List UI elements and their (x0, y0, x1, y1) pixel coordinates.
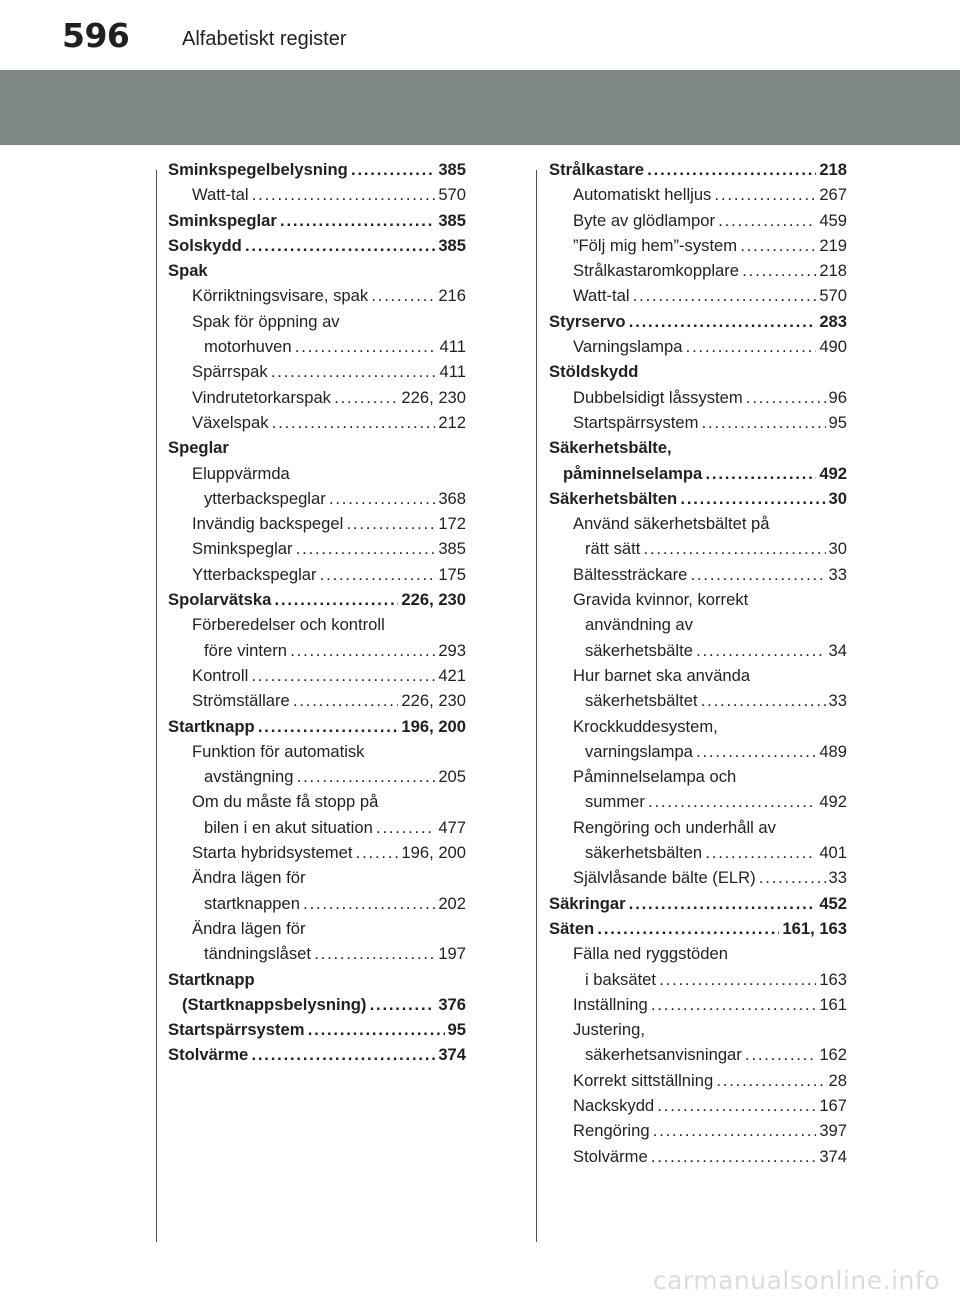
entry-text: Startspärrsystem (573, 412, 699, 432)
entry-text: Startspärrsystem (168, 1020, 305, 1040)
entry-text: Watt-tal (192, 185, 249, 205)
index-entry (168, 435, 466, 460)
entry-pages: 96 (826, 385, 847, 410)
column-divider-left (156, 170, 157, 1242)
index-entry (549, 359, 847, 384)
index-subentry (573, 1093, 847, 1118)
index-subentry (573, 714, 847, 739)
entry-pages: 28 (826, 1068, 847, 1093)
entry-text: Rengöring (573, 1121, 650, 1141)
header-band (0, 70, 960, 145)
index-subentry (573, 334, 847, 359)
entry-text: Sminkspeglar (192, 539, 293, 559)
index-subentry (585, 612, 847, 637)
entry-text: rätt sätt (585, 539, 641, 559)
index-subentry (192, 562, 466, 587)
entry-text: Vindrutetorkarspak (192, 387, 331, 407)
entry-text: Sminkspeglar (168, 210, 277, 230)
index-subentry (192, 865, 466, 890)
entry-text: Varningslampa (573, 337, 683, 357)
entry-pages: 490 (816, 334, 847, 359)
entry-pages: 30 (826, 536, 847, 561)
index-subentry (585, 638, 847, 663)
entry-pages: 226, 230 (398, 688, 466, 713)
entry-text: före vintern (204, 640, 288, 660)
entry-pages: 492 (816, 461, 847, 486)
index-subentry (585, 840, 847, 865)
entry-pages: 401 (816, 840, 847, 865)
index-subentry (182, 992, 466, 1017)
entry-pages: 489 (816, 739, 847, 764)
entry-pages: 95 (826, 410, 847, 435)
entry-pages: 267 (816, 182, 847, 207)
index-entry (168, 967, 466, 992)
index-column-left (168, 157, 466, 1068)
entry-text: säkerhetsbälten (585, 843, 703, 863)
entry-pages: 421 (435, 663, 466, 688)
entry-pages: 219 (816, 233, 847, 258)
entry-text: Säkringar (549, 893, 626, 913)
entry-pages: 162 (816, 1042, 847, 1067)
entry-text: Körriktningsvisare, spak (192, 286, 369, 306)
index-subentry (204, 891, 466, 916)
entry-pages: 368 (435, 486, 466, 511)
entry-text: tändningslåset (204, 944, 312, 964)
entry-text: Spak (168, 261, 208, 281)
index-entry (168, 587, 466, 612)
entry-text: Eluppvärmda (192, 463, 290, 483)
entry-pages: 163 (816, 967, 847, 992)
entry-text: Säkerhetsbälte, (549, 438, 672, 458)
entry-text: motorhuven (204, 337, 292, 357)
entry-pages: 385 (435, 536, 466, 561)
entry-pages: 376 (435, 992, 466, 1017)
entry-text: Bältessträckare (573, 564, 688, 584)
entry-text: Säkerhetsbälten (549, 488, 678, 508)
index-subentry (192, 789, 466, 814)
entry-text: Inställning (573, 994, 648, 1014)
index-subentry (192, 182, 466, 207)
entry-text: startknappen (204, 893, 300, 913)
entry-text: Sminkspegelbelysning (168, 160, 348, 179)
entry-text: Justering, (573, 1020, 645, 1040)
entry-text: ytterbackspeglar (204, 488, 326, 508)
entry-text: Solskydd (168, 235, 242, 255)
entry-text: Styrservo (549, 311, 626, 331)
index-subentry (573, 258, 847, 283)
index-subentry (573, 208, 847, 233)
column-divider-right (536, 170, 537, 1242)
entry-pages: 218 (816, 157, 847, 182)
entry-pages: 226, 230 (398, 385, 466, 410)
entry-text: Ytterbackspeglar (192, 564, 317, 584)
entry-text: Ändra lägen för (192, 868, 306, 888)
entry-pages: 33 (826, 865, 847, 890)
entry-pages: 196, 200 (398, 714, 466, 739)
entry-text: Strålkastare (549, 160, 645, 179)
entry-text: Fälla ned ryggstöden (573, 944, 728, 964)
index-entry (168, 233, 466, 258)
entry-text: Stöldskydd (549, 362, 639, 382)
entry-text: Rengöring och underhåll av (573, 817, 776, 837)
entry-text: Hur barnet ska använda (573, 665, 751, 685)
index-subentry (573, 1017, 847, 1042)
index-subentry (573, 1068, 847, 1093)
index-subentry (192, 359, 466, 384)
entry-text: ”Följ mig hem”-system (573, 235, 738, 255)
entry-pages: 167 (816, 1093, 847, 1118)
entry-text: säkerhetsanvisningar (585, 1045, 742, 1065)
index-subentry (192, 283, 466, 308)
entry-text: (Startknappsbelysning) (182, 994, 367, 1014)
index-subentry (204, 486, 466, 511)
index-entry (168, 157, 466, 182)
entry-pages: 33 (826, 688, 847, 713)
entry-text: säkerhetsbältet (585, 691, 698, 711)
entry-text: bilen i en akut situation (204, 817, 373, 837)
index-entry (549, 486, 847, 511)
entry-text: Strömställare (192, 691, 290, 711)
entry-text: Strålkastaromkopplare (573, 261, 740, 281)
entry-pages: 385 (435, 157, 466, 182)
index-subentry (204, 764, 466, 789)
index-subentry (573, 663, 847, 688)
entry-pages: 411 (437, 359, 466, 384)
index-subentry (573, 385, 847, 410)
index-subentry (573, 815, 847, 840)
index-entry (168, 208, 466, 233)
index-subentry (192, 688, 466, 713)
index-subentry (573, 865, 847, 890)
entry-text: Spolarvätska (168, 590, 272, 610)
index-subentry (573, 233, 847, 258)
index-subentry (204, 638, 466, 663)
entry-text: Starta hybridsystemet (192, 843, 353, 863)
index-entry (549, 157, 847, 182)
entry-text: Säten (549, 918, 595, 938)
entry-text: Funktion för automatisk (192, 741, 365, 761)
index-subentry (192, 916, 466, 941)
entry-text: säkerhetsbälte (585, 640, 693, 660)
entry-pages: 218 (816, 258, 847, 283)
entry-pages: 172 (435, 511, 466, 536)
index-subentry (192, 461, 466, 486)
index-subentry (563, 461, 847, 486)
entry-text: påminnelselampa (563, 463, 703, 483)
entry-text: Nackskydd (573, 1095, 655, 1115)
index-subentry (585, 739, 847, 764)
entry-text: Dubbelsidigt låssystem (573, 387, 743, 407)
index-entry (168, 1017, 466, 1042)
index-subentry (204, 815, 466, 840)
entry-pages: 161 (816, 992, 847, 1017)
index-subentry (585, 789, 847, 814)
entry-pages: 385 (435, 208, 466, 233)
entry-text: Självlåsande bälte (ELR) (573, 868, 756, 888)
entry-text: Startknapp (168, 716, 255, 736)
page-header (0, 0, 960, 60)
index-entry (168, 258, 466, 283)
index-subentry (204, 334, 466, 359)
entry-text: Watt-tal (573, 286, 630, 306)
entry-pages: 197 (435, 941, 466, 966)
index-entry (549, 916, 847, 941)
entry-text: Speglar (168, 438, 229, 458)
entry-text: Spärrspak (192, 362, 268, 382)
index-subentry (192, 410, 466, 435)
index-subentry (192, 612, 466, 637)
index-subentry (192, 511, 466, 536)
entry-pages: 570 (816, 283, 847, 308)
index-column-right (549, 157, 847, 1169)
index-subentry (192, 309, 466, 334)
entry-pages: 293 (435, 638, 466, 663)
entry-text: Stolvärme (573, 1146, 648, 1166)
entry-text: Förberedelser och kontroll (192, 615, 385, 635)
entry-text: Gravida kvinnor, korrekt (573, 590, 749, 610)
index-subentry (192, 840, 466, 865)
index-subentry (573, 764, 847, 789)
entry-pages: 216 (435, 283, 466, 308)
index-subentry (573, 511, 847, 536)
index-subentry (192, 663, 466, 688)
entry-pages: 95 (445, 1017, 466, 1042)
index-subentry (573, 562, 847, 587)
entry-text: Invändig backspegel (192, 514, 344, 534)
entry-text: Ändra lägen för (192, 918, 306, 938)
index-subentry (573, 182, 847, 207)
entry-text: summer (585, 792, 645, 812)
entry-text: Stolvärme (168, 1045, 249, 1065)
index-subentry (573, 283, 847, 308)
entry-pages: 397 (816, 1118, 847, 1143)
entry-pages: 34 (826, 638, 847, 663)
entry-pages: 175 (435, 562, 466, 587)
entry-pages: 459 (816, 208, 847, 233)
entry-pages: 202 (435, 891, 466, 916)
entry-text: Byte av glödlampor (573, 210, 716, 230)
entry-pages: 226, 230 (398, 587, 466, 612)
entry-text: Om du måste få stopp på (192, 792, 379, 812)
entry-pages: 411 (437, 334, 466, 359)
entry-text: Kontroll (192, 665, 249, 685)
entry-text: avstängning (204, 767, 294, 787)
index-subentry (585, 536, 847, 561)
index-entry (549, 435, 847, 460)
watermark: carmanualsonline.info (652, 1266, 940, 1295)
index-subentry (573, 410, 847, 435)
entry-pages: 374 (435, 1042, 466, 1067)
entry-text: Växelspak (192, 412, 269, 432)
index-subentry (585, 967, 847, 992)
entry-pages: 452 (816, 891, 847, 916)
entry-text: användning av (585, 615, 693, 635)
entry-text: Startknapp (168, 969, 255, 989)
entry-text: Korrekt sittställning (573, 1070, 714, 1090)
entry-pages: 30 (826, 486, 847, 511)
entry-pages: 385 (435, 233, 466, 258)
index-entry (168, 714, 466, 739)
section-title: Alfabetiskt register (182, 28, 347, 50)
entry-pages: 570 (435, 182, 466, 207)
entry-pages: 196, 200 (398, 840, 466, 865)
index-subentry (585, 688, 847, 713)
entry-text: Spak för öppning av (192, 311, 340, 331)
entry-pages: 212 (435, 410, 466, 435)
index-subentry (192, 536, 466, 561)
entry-text: varningslampa (585, 741, 693, 761)
index-subentry (573, 1144, 847, 1169)
entry-text: Använd säkerhetsbältet på (573, 514, 770, 534)
index-subentry (585, 1042, 847, 1067)
entry-text: Automatiskt helljus (573, 185, 712, 205)
entry-pages: 492 (816, 789, 847, 814)
entry-text: i baksätet (585, 969, 657, 989)
index-entry (549, 309, 847, 334)
entry-pages: 161, 163 (779, 916, 847, 941)
page-number: 596 (62, 16, 130, 55)
index-subentry (573, 941, 847, 966)
entry-pages: 283 (816, 309, 847, 334)
entry-text: Påminnelselampa och (573, 767, 737, 787)
index-subentry (192, 385, 466, 410)
entry-pages: 374 (816, 1144, 847, 1169)
entry-text: Krockkuddesystem, (573, 716, 718, 736)
index-subentry (204, 941, 466, 966)
index-subentry (192, 739, 466, 764)
index-entry (168, 1042, 466, 1067)
index-subentry (573, 992, 847, 1017)
index-subentry (573, 587, 847, 612)
entry-pages: 477 (435, 815, 466, 840)
index-entry (549, 891, 847, 916)
index-subentry (573, 1118, 847, 1143)
entry-pages: 205 (435, 764, 466, 789)
entry-pages: 33 (826, 562, 847, 587)
